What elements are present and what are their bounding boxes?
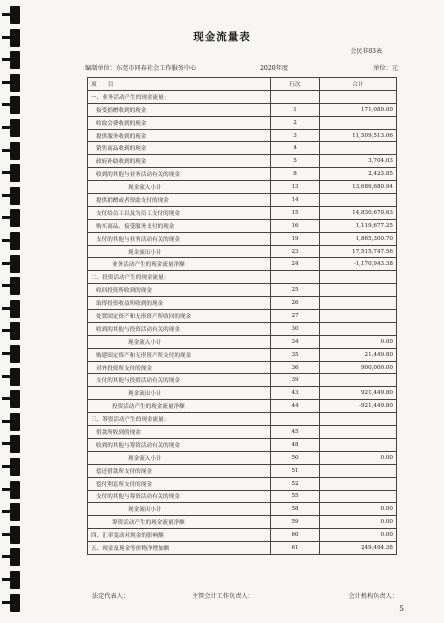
row-line-number: 27 [271, 310, 320, 323]
binding-hole [2, 58, 10, 61]
table-row [88, 542, 397, 555]
row-line-number: 48 [271, 438, 320, 451]
row-item: 现金流入小计 [88, 335, 271, 348]
row-item: 处置固定资产和无形资产所收回的现金 [88, 310, 271, 323]
cash-flow-table [87, 77, 397, 555]
header-item: 项 目 [88, 78, 271, 91]
row-amount [320, 477, 397, 490]
table-row [88, 284, 397, 297]
table-row [88, 90, 397, 103]
table-row [88, 413, 397, 426]
header-row-no: 行次 [271, 78, 320, 91]
binding-ring [10, 571, 20, 589]
row-amount [320, 413, 397, 426]
row-amount: 0.00 [320, 516, 397, 529]
row-line-number: 45 [271, 426, 320, 439]
table-row [88, 297, 397, 310]
table-row [88, 168, 397, 181]
binding-hole [2, 510, 10, 513]
binding-hole [2, 194, 10, 197]
row-amount: 13,686,680.94 [320, 181, 397, 194]
row-line-number: 51 [271, 464, 320, 477]
binding-hole [2, 126, 10, 129]
binding-hole [2, 488, 10, 491]
binding-hole [2, 442, 10, 445]
row-amount [320, 284, 397, 297]
binding-ring [10, 503, 20, 521]
binding-hole [2, 171, 10, 174]
row-amount [320, 426, 397, 439]
currency-unit: 单位：元 [373, 65, 398, 72]
row-amount: 14,830,670.63 [320, 206, 397, 219]
binding-ring [10, 232, 20, 250]
row-line-number: 25 [271, 284, 320, 297]
row-item: 三、筹资活动产生的现金流量： [88, 413, 271, 426]
accounting-head-label: 主管会计工作负责人： [192, 593, 254, 600]
row-item: 投资活动产生的现金流量净额 [88, 400, 271, 413]
table-row [88, 529, 397, 542]
row-amount: 249,494.38 [320, 542, 397, 555]
row-line-number: 16 [271, 219, 320, 232]
row-item: 现金流入小计 [88, 181, 271, 194]
row-amount [320, 490, 397, 503]
table-row [88, 155, 397, 168]
row-line-number: 24 [271, 258, 320, 271]
row-item: 取得投资收益所收到的现金 [88, 297, 271, 310]
row-line-number: 1 [271, 103, 320, 116]
binding-hole [2, 465, 10, 468]
binding-hole [2, 601, 10, 604]
table-row [88, 516, 397, 529]
row-amount [320, 464, 397, 477]
row-line-number: 13 [271, 181, 320, 194]
row-line-number [271, 271, 320, 284]
binding-ring [10, 548, 20, 566]
row-line-number: 23 [271, 245, 320, 258]
binding-hole [2, 578, 10, 581]
row-line-number: 35 [271, 348, 320, 361]
binding-ring [10, 368, 20, 386]
row-amount: 921,449.80 [320, 387, 397, 400]
row-line-number: 2 [271, 116, 320, 129]
row-item: 二、投资活动产生的现金流量： [88, 271, 271, 284]
row-amount: 3,704.03 [320, 155, 397, 168]
table-row [88, 477, 397, 490]
row-item: 收到的其他与业务活动有关的现金 [88, 168, 271, 181]
binding-hole [2, 375, 10, 378]
row-amount: 0.00 [320, 335, 397, 348]
row-item: 业务活动产生的现金流量净额 [88, 258, 271, 271]
row-amount [320, 374, 397, 387]
row-item: 收到的其他与筹资活动有关的现金 [88, 438, 271, 451]
row-line-number: 3 [271, 129, 320, 142]
row-line-number: 55 [271, 490, 320, 503]
binding-ring [10, 96, 20, 114]
binding-ring [10, 51, 20, 69]
row-item: 一、业务活动产生的现金流量： [88, 90, 271, 103]
table-row [88, 426, 397, 439]
row-item: 提供捐赠或者资助支付的现金 [88, 194, 271, 207]
table-row [88, 258, 397, 271]
binding-ring [10, 142, 20, 160]
table-row [88, 361, 397, 374]
table-row [88, 438, 397, 451]
row-line-number: 5 [271, 155, 320, 168]
row-amount: 21,449.80 [320, 348, 397, 361]
binding-hole [2, 329, 10, 332]
row-amount: -1,170,943.38 [320, 258, 397, 271]
table-row [88, 219, 397, 232]
row-line-number [271, 413, 320, 426]
row-item: 现金流出小计 [88, 387, 271, 400]
table-row [88, 245, 397, 258]
binding-ring [10, 526, 20, 544]
row-item: 支付的其他与投资活动有关的现金 [88, 374, 271, 387]
row-amount [320, 194, 397, 207]
binding-hole [2, 420, 10, 423]
table-row [88, 206, 397, 219]
row-line-number: 34 [271, 335, 320, 348]
binding-hole [2, 81, 10, 84]
fiscal-year: 2020年度 [260, 65, 289, 72]
table-row [88, 335, 397, 348]
row-item: 接受捐赠收到的现金 [88, 103, 271, 116]
row-amount: 0.00 [320, 503, 397, 516]
row-amount [320, 142, 397, 155]
binding-ring [10, 255, 20, 273]
binding-hole [2, 307, 10, 310]
binding-hole [2, 397, 10, 400]
row-line-number: 44 [271, 400, 320, 413]
row-amount: 1,865,300.70 [320, 232, 397, 245]
binding-ring [10, 390, 20, 408]
row-item: 销售商品收到的现金 [88, 142, 271, 155]
binding-hole [2, 149, 10, 152]
row-amount: 17,515,747.56 [320, 245, 397, 258]
row-line-number [271, 90, 320, 103]
row-item: 收取会费收到的现金 [88, 116, 271, 129]
row-line-number: 58 [271, 503, 320, 516]
row-amount [320, 297, 397, 310]
table-row [88, 348, 397, 361]
row-item: 借款所收到的现金 [88, 426, 271, 439]
row-line-number: 39 [271, 374, 320, 387]
binding-ring [10, 300, 20, 318]
row-amount: 11,509,513.06 [320, 129, 397, 142]
signature-line [92, 591, 398, 601]
row-amount: 900,000.00 [320, 361, 397, 374]
row-item: 支付的其他与筹资活动有关的现金 [88, 490, 271, 503]
row-amount: 171,080.00 [320, 103, 397, 116]
binding-ring [10, 119, 20, 137]
row-item: 现金流出小计 [88, 245, 271, 258]
binding-ring [10, 74, 20, 92]
table-row [88, 116, 397, 129]
row-line-number: 26 [271, 297, 320, 310]
row-amount [320, 322, 397, 335]
binding-hole [2, 533, 10, 536]
binding-ring [10, 594, 20, 612]
row-item: 支付的其他与业务活动有关的现金 [88, 232, 271, 245]
row-item: 现金流入小计 [88, 451, 271, 464]
binding-hole [2, 262, 10, 265]
binding-ring [10, 322, 20, 340]
row-line-number: 30 [271, 322, 320, 335]
table-row [88, 194, 397, 207]
row-item: 支付给员工以及为员工支付的现金 [88, 206, 271, 219]
binding-hole [2, 239, 10, 242]
table-row [88, 451, 397, 464]
accounting-dept-label: 会计机构负责人： [348, 593, 398, 600]
row-line-number: 19 [271, 232, 320, 245]
binding-ring [10, 481, 20, 499]
table-row [88, 103, 397, 116]
legal-representative-label: 法定代表人： [92, 593, 130, 600]
table-row [88, 181, 397, 194]
row-amount: 2,423.85 [320, 168, 397, 181]
row-line-number: 14 [271, 194, 320, 207]
binding-ring [10, 435, 20, 453]
table-header-row [88, 78, 397, 91]
header-amount: 合计 [320, 78, 397, 91]
row-line-number: 60 [271, 529, 320, 542]
table-row [88, 310, 397, 323]
row-item: 收到的其他与投资活动有关的现金 [88, 322, 271, 335]
header-info [85, 63, 398, 75]
row-line-number: 8 [271, 168, 320, 181]
row-line-number: 36 [271, 361, 320, 374]
table-row [88, 387, 397, 400]
row-amount [320, 116, 397, 129]
table-row [88, 400, 397, 413]
table-row [88, 322, 397, 335]
binding-hole [2, 216, 10, 219]
table-row [88, 271, 397, 284]
row-item: 偿还借款所支付的现金 [88, 464, 271, 477]
row-item: 对外投资所支付的现金 [88, 361, 271, 374]
page-number: 5 [399, 604, 404, 613]
binding-hole [2, 555, 10, 558]
row-line-number: 4 [271, 142, 320, 155]
row-item: 偿付利息所支付的现金 [88, 477, 271, 490]
row-item: 购买商品、接受服务支付的现金 [88, 219, 271, 232]
row-line-number: 52 [271, 477, 320, 490]
row-item: 政府补助收到的现金 [88, 155, 271, 168]
row-amount [320, 90, 397, 103]
row-item: 购建固定资产和无形资产所支付的现金 [88, 348, 271, 361]
row-line-number: 15 [271, 206, 320, 219]
row-amount: -921,449.80 [320, 400, 397, 413]
table-row [88, 129, 397, 142]
row-item: 现金流出小计 [88, 503, 271, 516]
row-line-number: 59 [271, 516, 320, 529]
row-line-number: 50 [271, 451, 320, 464]
row-item: 提供服务收到的现金 [88, 129, 271, 142]
row-amount: 1,119,677.25 [320, 219, 397, 232]
binding-hole [2, 284, 10, 287]
binding-ring [10, 345, 20, 363]
row-line-number: 43 [271, 387, 320, 400]
table-row [88, 503, 397, 516]
binding-ring [10, 187, 20, 205]
row-item: 筹资活动产生的现金流量净额 [88, 516, 271, 529]
table-row [88, 142, 397, 155]
table-row [88, 490, 397, 503]
document-title: 现金流量表 [193, 31, 251, 43]
binding-spine [0, 0, 32, 623]
binding-ring [10, 277, 20, 295]
table-row [88, 464, 397, 477]
binding-ring [10, 6, 20, 24]
binding-hole [2, 13, 10, 16]
form-number: 会民非03表 [350, 48, 382, 55]
row-amount [320, 310, 397, 323]
row-item: 收回投资所收到的现金 [88, 284, 271, 297]
row-amount: 0.00 [320, 451, 397, 464]
row-amount [320, 438, 397, 451]
binding-ring [10, 413, 20, 431]
row-amount: 0.00 [320, 529, 397, 542]
row-line-number: 61 [271, 542, 320, 555]
table-row [88, 232, 397, 245]
table-row [88, 374, 397, 387]
binding-ring [10, 164, 20, 182]
binding-hole [2, 103, 10, 106]
row-item: 四、汇率变动对现金的影响额 [88, 529, 271, 542]
binding-ring [10, 209, 20, 227]
binding-ring [10, 458, 20, 476]
row-item: 五、现金及现金等价物净增加额 [88, 542, 271, 555]
row-amount [320, 271, 397, 284]
binding-hole [2, 352, 10, 355]
organization-label: 编制单位：东莞市同春社会工作服务中心 [85, 65, 197, 72]
